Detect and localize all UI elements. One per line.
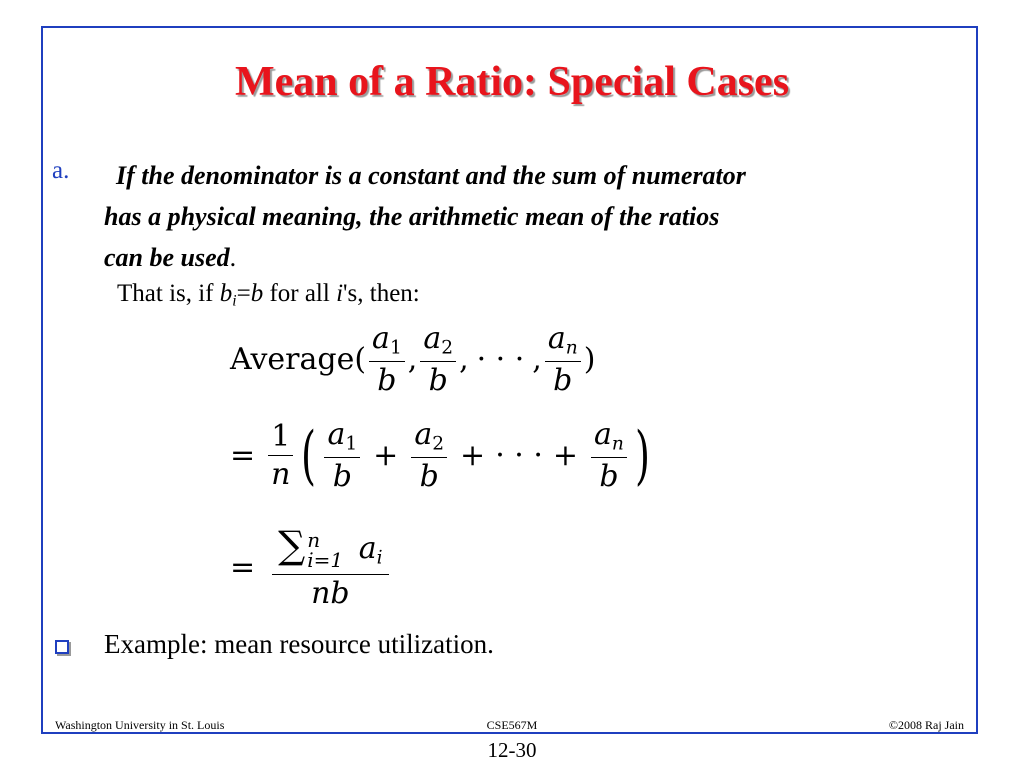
condition-sub-i: i [232, 292, 237, 310]
para-line-3: can be used [104, 243, 230, 272]
condition-b: b [219, 280, 233, 307]
big-close-paren: ) [634, 418, 650, 493]
sum-lower: i=1 [307, 548, 344, 572]
denominator-nb: nb [311, 576, 350, 611]
ellipsis: · · · [476, 342, 525, 378]
footer-right: ©2008 Raj Jain [888, 718, 964, 732]
condition-i: i [336, 280, 344, 307]
condition-suffix: 's, then: [343, 280, 420, 307]
condition-b2: b [250, 280, 264, 307]
footer-left: Washington University in St. Louis [55, 718, 225, 732]
definition-paragraph [104, 155, 954, 278]
equals-sign-2: = [230, 550, 256, 585]
sum-symbol: ∑ [278, 523, 306, 567]
condition-mid: for all [263, 280, 337, 307]
fraction-an-b-2: $\frac{a_n}{b}$ [591, 418, 627, 493]
fraction-sum-over-nb: ∑ n i=1 $a_i$ nb [272, 525, 388, 610]
fraction-a2-b: $\frac{a_2}{b}$ [420, 322, 456, 397]
bullet-square-icon [55, 640, 69, 654]
list-marker: a. [52, 157, 70, 184]
equation-row-2: = $\frac{1}{n}$ ( $\frac{a_1}{b}$ + $\frac{a_2}{b}$ + · · · + $\frac{a_n}{b}$ ) [230, 417, 650, 495]
footer-center: CSE567M [486, 718, 538, 732]
para-line-2: has a physical meaning, the arithmetic mean of the ratios [104, 202, 720, 231]
slide-title: Mean of a Ratio: Special Cases [234, 59, 790, 105]
condition-text [117, 280, 420, 311]
sum-upper: n [307, 528, 321, 552]
condition-prefix: That is, if [117, 280, 220, 307]
fraction-an-b: $\frac{a_n}{b}$ [545, 322, 581, 397]
big-open-paren: ( [301, 418, 317, 493]
fraction-a2-b-2: $\frac{a_2}{b}$ [411, 418, 447, 493]
equals-sign: = [230, 438, 256, 474]
condition-equals: = [236, 280, 251, 307]
page-number: 12-30 [487, 738, 537, 762]
equation-row-3 [230, 525, 392, 610]
example-text: Example: mean resource utilization. [104, 629, 494, 659]
fraction-a1-b: $\frac{a_1}{b}$ [369, 322, 405, 397]
average-word: Average( [230, 342, 367, 378]
para-period: . [229, 243, 237, 272]
fraction-1-n: $\frac{1}{n}$ [268, 420, 293, 491]
fraction-a1-b-2: $\frac{a_1}{b}$ [324, 418, 360, 493]
para-line-1: If the denominator is a constant and the sum of numerator [116, 161, 746, 190]
equation-row-1: Average( $\frac{a_1}{b}$ , $\frac{a_2}{b}$ , · · · , $\frac{a_n}{b}$ ) [230, 321, 596, 399]
